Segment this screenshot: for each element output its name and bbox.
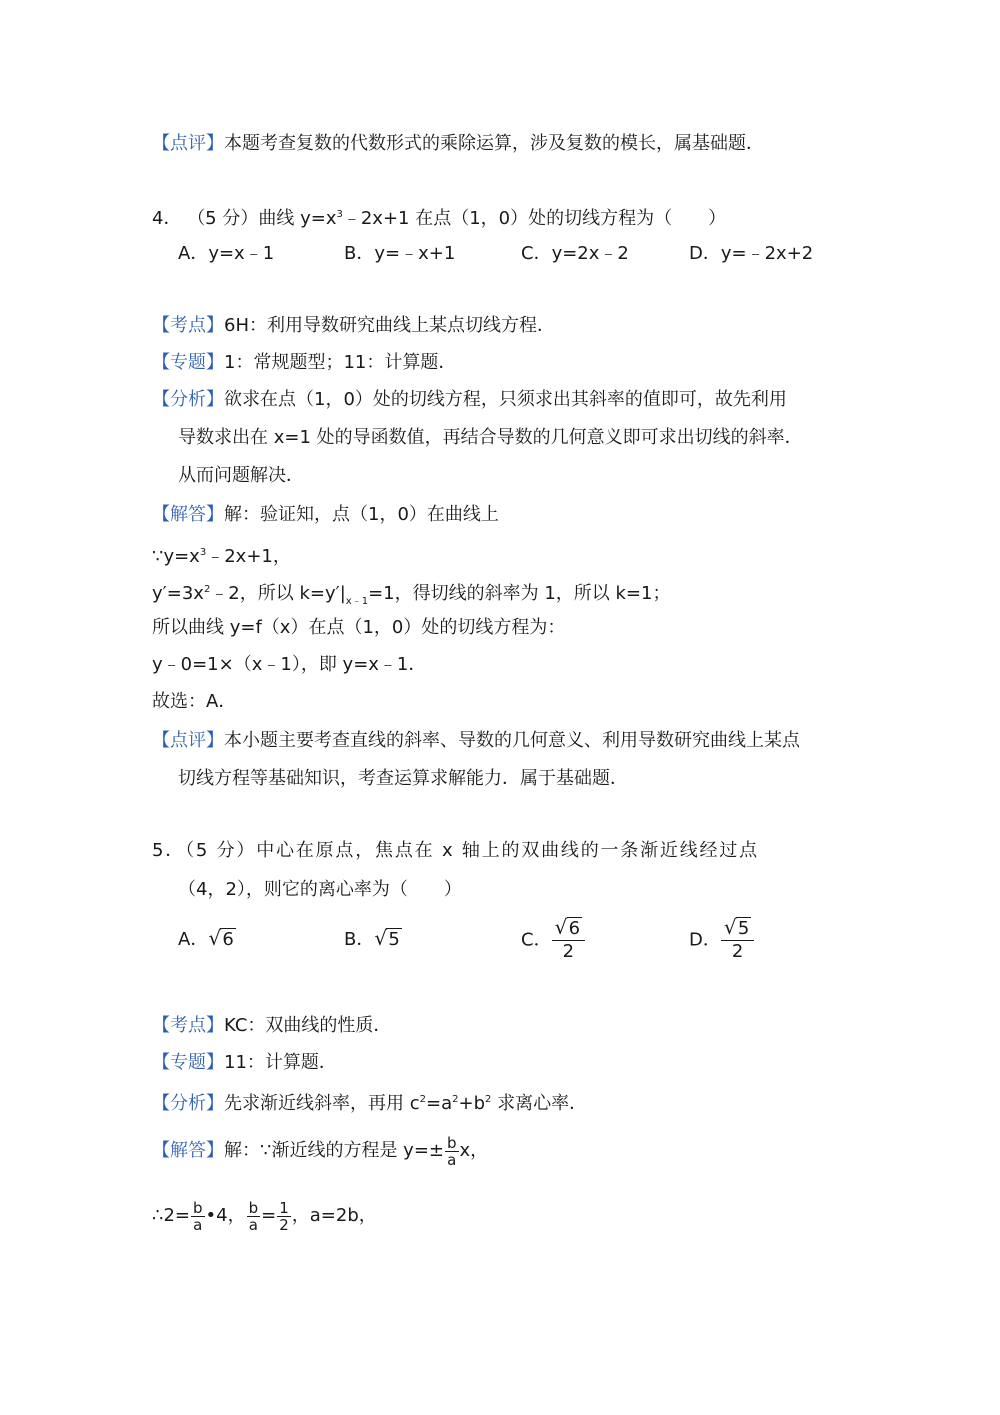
fraction-3-numerator: 1 <box>279 1198 289 1217</box>
q5-option-c-radicand: 6 <box>568 918 581 939</box>
q4-stem-text-b: ﹣2x+1 在点（1，0）处的切线方程为（ <box>342 208 673 229</box>
fenxi-tag: 【分析】 <box>152 389 224 410</box>
line3-subscript: x﹣1 <box>345 596 369 607</box>
line2-text-b: ﹣2x+1， <box>206 546 291 567</box>
kaodian-tag: 【考点】 <box>152 315 224 336</box>
q5-final-line <box>152 1198 377 1234</box>
q4-jieda-line5: y﹣0=1×（x﹣1），即 y=x﹣1． <box>152 654 427 675</box>
line2-text-a: ∵y=x <box>152 546 200 567</box>
q4-option-d: D．y=﹣2x+2 <box>689 243 814 264</box>
q5-stem-2 <box>178 878 462 902</box>
q4-fenxi-2: 导数求出在 x=1 处的导函数值，再结合导数的几何意义即可求出切线的斜率． <box>178 427 803 448</box>
q5-option-c-label: C． <box>521 929 552 951</box>
q4-jieda-line2 <box>152 541 291 569</box>
q4-stem-text-a: 曲线 y=x <box>258 208 337 229</box>
q4-option-c: C．y=2x﹣2 <box>521 243 629 264</box>
dianping-text-1: 本小题主要考查直线的斜率、导数的几何意义、利用导数研究曲线上某点 <box>224 730 800 751</box>
q5-option-c-denominator: 2 <box>562 941 575 962</box>
q5-option-c-fraction: √ 6 2 <box>552 918 585 963</box>
fenxi-exp-3: 2 <box>485 1094 492 1105</box>
fraction-1 <box>191 1200 205 1233</box>
q4-dianping <box>152 729 800 753</box>
q5-option-b-radicand: 5 <box>388 929 400 950</box>
dianping-tag: 【点评】 <box>152 730 224 751</box>
q4-jieda <box>152 503 499 527</box>
q5-stem-text-1: （5 分）中心在原点，焦点在 x 轴上的双曲线的一条渐近线经过点 <box>185 840 759 861</box>
q5-option-d-fraction: √ 5 2 <box>721 918 754 963</box>
q4-jieda-line3 <box>152 578 670 614</box>
q4-score: （5 分） <box>187 208 259 229</box>
q4-jieda-line6: 故选：A． <box>152 691 237 712</box>
fenxi-text-c: +b <box>458 1093 486 1114</box>
fraction-2-denominator: a <box>248 1215 258 1234</box>
q5-option-b-label: B． <box>344 929 375 950</box>
fraction-1-numerator: b <box>193 1198 203 1217</box>
line3-text-a: y′=3x <box>152 583 204 604</box>
q5-jieda <box>152 1133 488 1169</box>
q4-fenxi-3: 从而问题解决． <box>178 465 304 486</box>
q5-option-d-label: D． <box>689 929 721 951</box>
q5-option-d-radicand: 5 <box>737 918 750 939</box>
fenxi-text-d: 求离心率． <box>491 1093 588 1114</box>
q4-option-b: B．y=﹣x+1 <box>344 243 456 264</box>
q4-zhuanti <box>152 351 456 375</box>
fenxi-text-b: =a <box>426 1093 453 1114</box>
final-text-a: ∴2= <box>152 1205 190 1226</box>
sqrt-symbol: √ 6 <box>208 926 234 950</box>
q4-stem-exponent: 3 <box>336 209 343 220</box>
review-tag: 【点评】 <box>152 133 224 154</box>
fraction-denominator: a <box>447 1150 457 1169</box>
q5-option-c <box>521 915 585 963</box>
jieda-text-b: x， <box>459 1140 489 1161</box>
q5-option-a-label: A． <box>178 929 209 950</box>
kaodian-text: KC：双曲线的性质． <box>224 1015 392 1036</box>
q5-option-d <box>689 915 754 963</box>
q5-fenxi <box>152 1088 587 1116</box>
q5-stem-1 <box>152 839 759 863</box>
line3-text-c: =1，得切线的斜率为 1，所以 k=1； <box>368 583 671 604</box>
jieda-text-1: 解：验证知，点（1，0）在曲线上 <box>224 504 499 525</box>
fraction-2 <box>247 1200 261 1233</box>
q5-number: 5． <box>152 840 186 861</box>
q4-option-a: A．y=x﹣1 <box>178 243 275 264</box>
q4-stem <box>152 203 726 231</box>
jieda-text-a: 解：∵渐近线的方程是 y=± <box>224 1140 444 1161</box>
fraction-2-numerator: b <box>248 1198 259 1217</box>
q4-stem-text-c: ） <box>708 208 727 229</box>
kaodian-text: 6H：利用导数研究曲线上某点切线方程． <box>224 315 555 336</box>
zhuanti-tag: 【专题】 <box>152 1052 224 1073</box>
fraction-numerator: b <box>447 1133 457 1152</box>
q4-fenxi <box>152 388 787 412</box>
fenxi-exp-1: 2 <box>419 1094 426 1105</box>
q4-jieda-line4: 所以曲线 y=f（x）在点（1，0）处的切线方程为： <box>152 617 566 638</box>
q4-number: 4． <box>152 208 182 229</box>
line2-exponent: 3 <box>199 547 207 558</box>
q5-kaodian <box>152 1014 391 1038</box>
jieda-tag: 【解答】 <box>152 1140 224 1161</box>
fraction-3-denominator: 2 <box>279 1215 289 1234</box>
q5-stem-text-2a: （4，2），则它的离心率为（ <box>178 879 408 900</box>
q4-dianping-2: 切线方程等基础知识，考查运算求解能力．属于基础题． <box>178 768 628 789</box>
fraction-b-over-a <box>445 1135 459 1168</box>
jieda-tag: 【解答】 <box>152 504 224 525</box>
q5-option-a <box>178 928 236 952</box>
q5-stem-text-2b: ） <box>443 879 462 900</box>
fenxi-exp-2: 2 <box>452 1094 459 1105</box>
zhuanti-tag: 【专题】 <box>152 352 224 373</box>
q5-zhuanti <box>152 1051 337 1075</box>
q4-kaodian <box>152 314 555 338</box>
final-text-d: ，a=2b， <box>291 1205 377 1226</box>
fenxi-tag: 【分析】 <box>152 1093 224 1114</box>
fenxi-text-a: 先求渐近线斜率，再用 c <box>224 1093 420 1114</box>
fraction-3 <box>277 1200 291 1233</box>
prev-review-line <box>152 132 764 156</box>
zhuanti-text: 11：计算题． <box>224 1052 337 1073</box>
line3-text-b: ﹣2，所以 k=y′| <box>210 583 346 604</box>
fenxi-text-1: 欲求在点（1，0）处的切线方程，只须求出其斜率的值即可，故先利用 <box>224 389 787 410</box>
q5-option-d-denominator: 2 <box>731 941 744 962</box>
review-text: 本题考查复数的代数形式的乘除运算，涉及复数的模长，属基础题． <box>224 133 764 154</box>
kaodian-tag: 【考点】 <box>152 1015 224 1036</box>
fraction-1-denominator: a <box>193 1215 203 1234</box>
q5-option-b <box>344 928 402 952</box>
line3-exponent: 2 <box>203 584 211 595</box>
q5-option-a-radicand: 6 <box>222 929 234 950</box>
final-text-b: •4， <box>205 1205 246 1226</box>
zhuanti-text: 1：常规题型；11：计算题． <box>224 352 457 373</box>
sqrt-symbol: √ 5 <box>374 926 400 950</box>
final-text-c: = <box>261 1205 277 1226</box>
